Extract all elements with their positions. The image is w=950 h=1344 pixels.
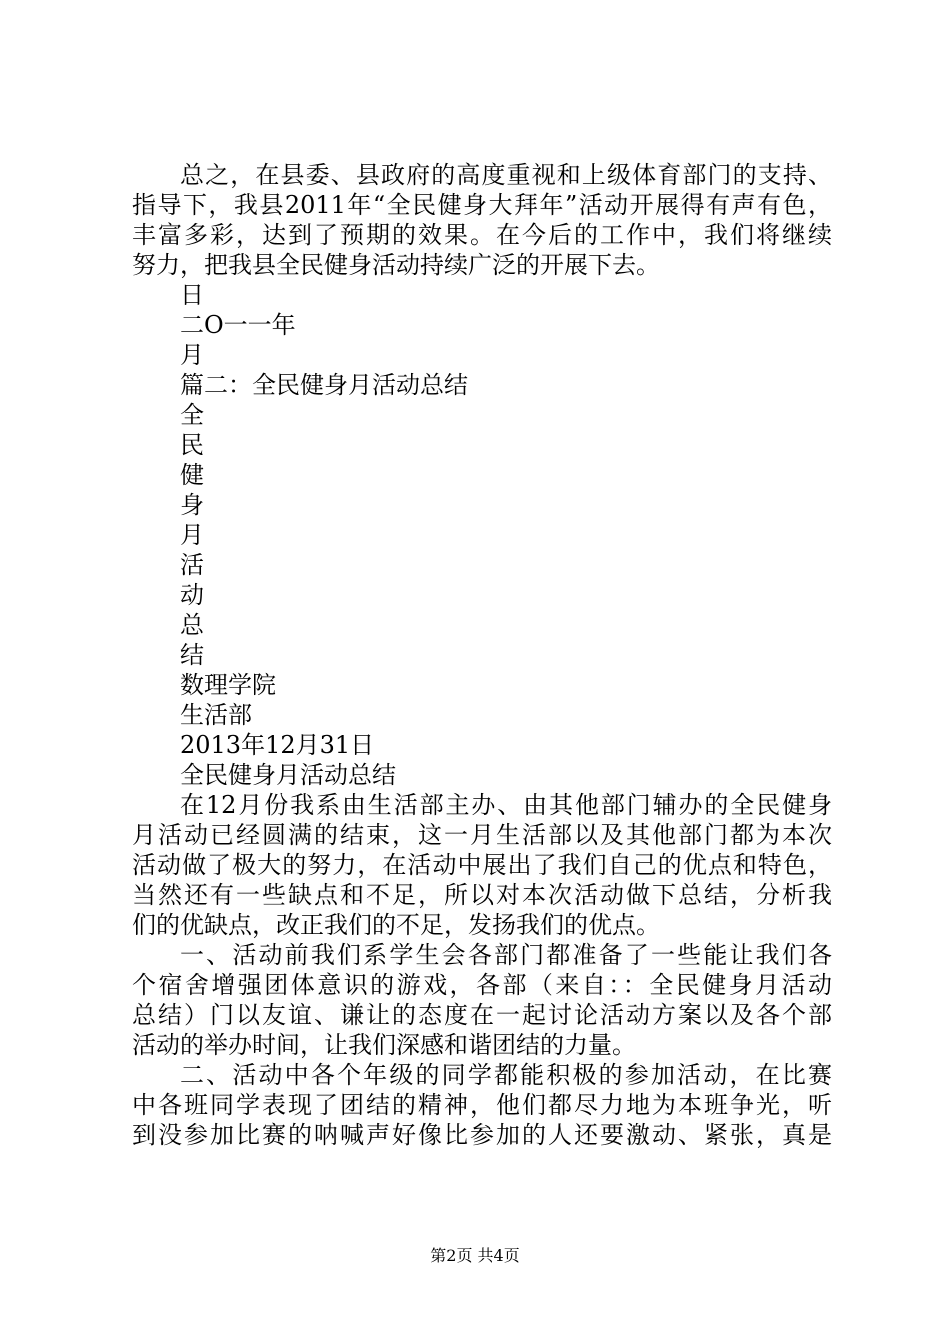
vertical-title-char: 月: [180, 521, 204, 549]
paragraph-line: 到没参加比赛的呐喊声好像比参加的人还要激动、紧张，真是: [132, 1121, 832, 1149]
vertical-title-char: 民: [180, 431, 204, 459]
document-date: 2013年12月31日: [180, 731, 375, 759]
paragraph-line: 丰富多彩，达到了预期的效果。在今后的工作中，我们将继续: [132, 221, 832, 249]
paragraph-line: 在12月份我系由生活部主办、由其他部门辅办的全民健身: [180, 791, 832, 819]
paragraph-line: 月活动已经圆满的结束，这一月生活部以及其他部门都为本次: [132, 821, 832, 849]
paragraph-line: 个宿舍增强团体意识的游戏，各部（来自：：全民健身月活动: [132, 971, 832, 999]
paragraph-line: 总之，在县委、县政府的高度重视和上级体育部门的支持、: [180, 161, 832, 189]
date-year-label: 二O一一年: [180, 311, 296, 339]
paragraph-line: 当然还有一些缺点和不足，所以对本次活动做下总结，分析我: [132, 881, 832, 909]
date-month-label: 月: [180, 341, 204, 369]
vertical-title-char: 活: [180, 551, 204, 579]
document-title: 全民健身月活动总结: [180, 761, 396, 789]
page-number-label: 第2页 共4页: [430, 1246, 520, 1265]
department-label: 数理学院: [180, 671, 276, 699]
date-day-label: 日: [180, 281, 204, 309]
vertical-title-char: 总: [180, 611, 204, 639]
paragraph-line: 总结）门以友谊、谦让的态度在一起讨论活动方案以及各个部: [132, 1001, 832, 1029]
vertical-title-char: 动: [180, 581, 204, 609]
document-body: [132, 160, 832, 1150]
department-label: 生活部: [180, 701, 252, 729]
vertical-title-char: 身: [180, 491, 204, 519]
paragraph-line: 中各班同学表现了团结的精神，他们都尽力地为本班争光，听: [132, 1091, 832, 1119]
vertical-title-char: 全: [180, 401, 204, 429]
paragraph-line: 们的优缺点，改正我们的不足，发扬我们的优点。: [132, 911, 660, 939]
paragraph-line: 二、活动中各个年级的同学都能积极的参加活动，在比赛: [180, 1061, 832, 1089]
paragraph-line: 活动做了极大的努力，在活动中展出了我们自己的优点和特色，: [132, 851, 832, 879]
paragraph-line: 指导下，我县2011年“全民健身大拜年”活动开展得有声有色，: [132, 191, 832, 219]
page-footer: [0, 1246, 950, 1266]
paragraph-line: 活动的举办时间，让我们深感和谐团结的力量。: [132, 1031, 636, 1059]
vertical-title-char: 健: [180, 461, 204, 489]
section-heading: 篇二：全民健身月活动总结: [180, 371, 468, 399]
vertical-title-char: 结: [180, 641, 204, 669]
paragraph-line: 一、活动前我们系学生会各部门都准备了一些能让我们各: [180, 941, 832, 969]
paragraph-line: 努力，把我县全民健身活动持续广泛的开展下去。: [132, 251, 660, 279]
